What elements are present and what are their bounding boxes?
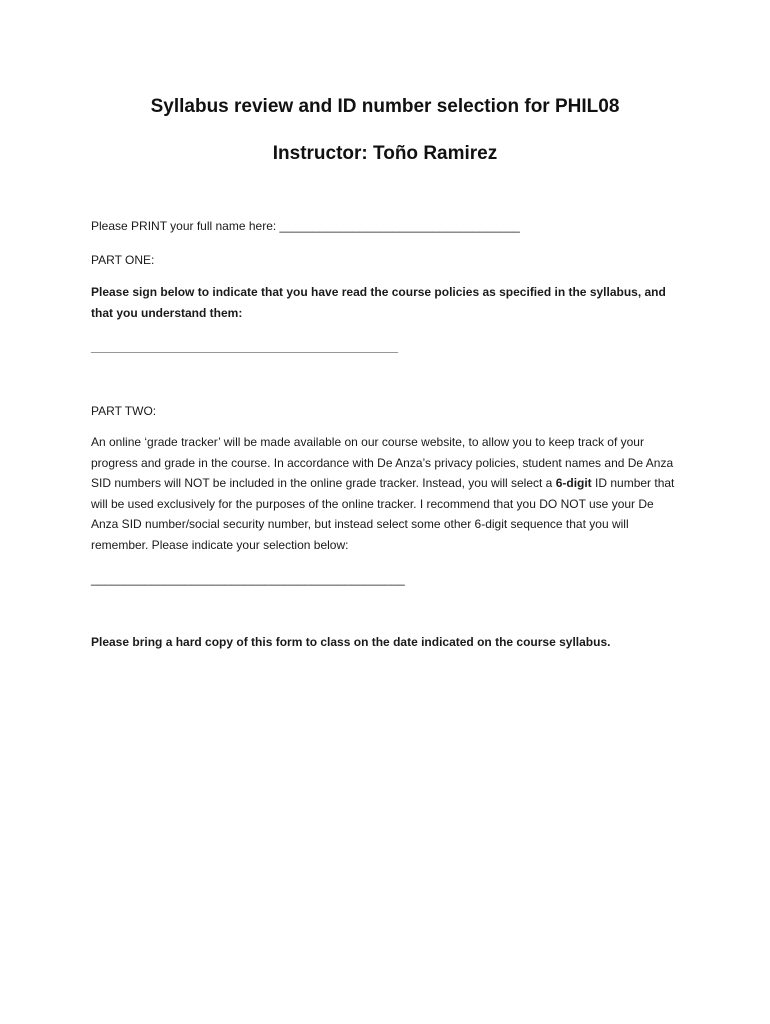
- part-two-label: PART TWO:: [91, 404, 157, 418]
- part-one-instruction: Please sign below to indicate that you have read the course policies as specified in the syllabus, and that you understand them:: [91, 285, 666, 320]
- page-title: Syllabus review and ID number selection for PHIL08: [150, 96, 620, 117]
- part-one-label: PART ONE:: [91, 253, 155, 267]
- part-two-text-end: ID number that will be used exclusively for the purposes of the online tracker. I recommend that you DO NOT use your De Anza SID number/social security number, but instead select some other 6-digit sequence that you will remember. Please indicate your selection below:: [91, 476, 675, 552]
- name-field-line: [91, 216, 691, 237]
- signature-blank-field: ______________________________________________: [91, 340, 398, 354]
- part-two-bold-6-digit: 6-digit: [555, 476, 592, 490]
- part-two-text-start: An online ‘grade tracker’ will be made available on our course website, to allow you to keep track of your progress and grade in the course. In accordance with De Anza’s privacy policies, student names and De Anza SID numbers will NOT be included in the online grade tracker. Instead, you will select a: [91, 435, 674, 490]
- instructor-heading: Instructor: Toño Ramirez: [272, 143, 498, 164]
- id-number-blank-field: _______________________________________________: [91, 572, 405, 586]
- closing-note: Please bring a hard copy of this form to class on the date indicated on the course syllabus.: [91, 635, 611, 649]
- name-blank-field: ____________________________________: [279, 219, 520, 233]
- part-two-paragraph: [91, 432, 683, 555]
- name-prompt-label: Please PRINT your full name here:: [91, 219, 277, 233]
